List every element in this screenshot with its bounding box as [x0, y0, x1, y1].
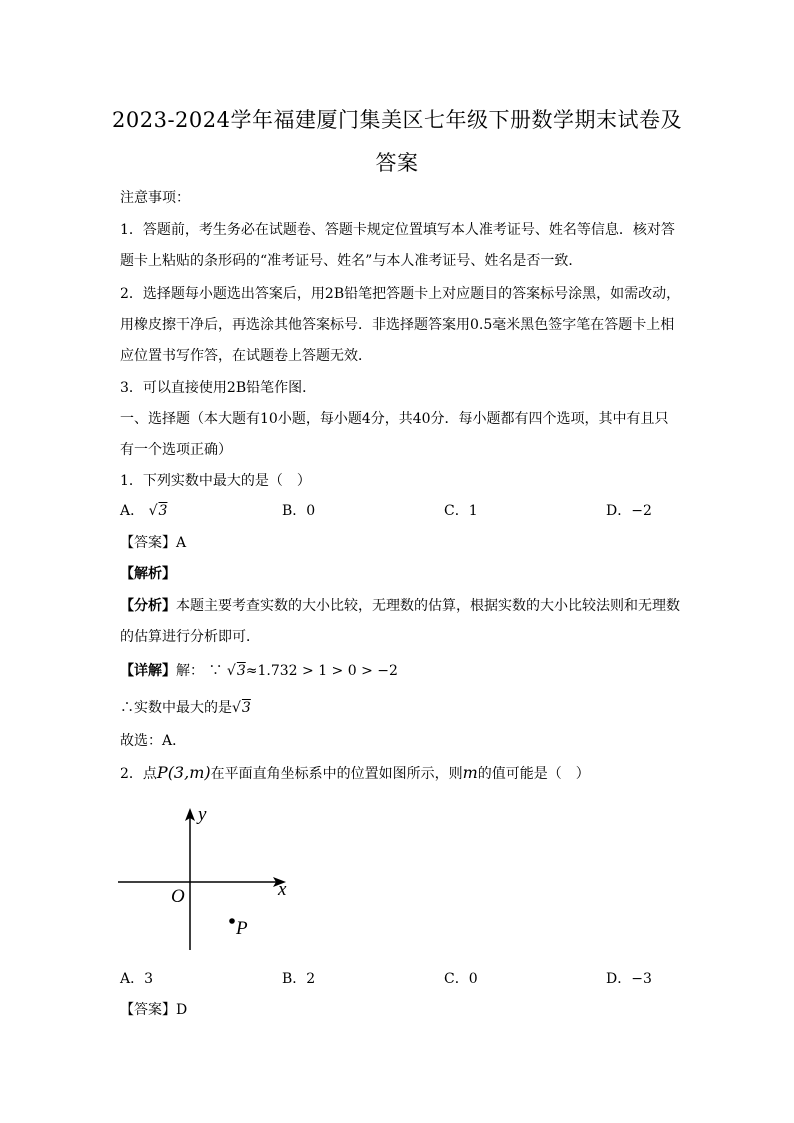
q2-stem-prefix: 2．点 [120, 766, 157, 782]
sqrt-symbol: √3 [148, 503, 168, 519]
sqrt-symbol: √3 [226, 663, 246, 679]
q1-option-a-label: A． [120, 503, 145, 519]
q2-stem-suffix: 的值可能是（ ） [477, 766, 590, 782]
q1-detail-prefix: 解： [176, 663, 204, 679]
point-p-dot [229, 918, 235, 924]
q1-analysis-line-a [120, 595, 680, 615]
q2-stem-middle: 在平面直角坐标系中的位置如图所示，则 [210, 766, 463, 782]
q1-jiexi-heading: 【解析】 [120, 566, 176, 582]
origin-label: O [171, 886, 185, 907]
q1-stem: 1．下列实数中最大的是（ ） [120, 473, 311, 489]
q2-stem [120, 763, 590, 783]
q2-variable-m: m [462, 763, 478, 782]
q2-option-a: A．3 [120, 971, 154, 987]
q2-option-d: D．−3 [606, 971, 652, 987]
q1-answer: 【答案】A [120, 535, 187, 551]
because-symbol: ∵ [208, 663, 223, 679]
q1-detail-inequality: ≈1.732 > 1 > 0 > −2 [245, 663, 398, 679]
q2-answer: 【答案】D [120, 1002, 188, 1018]
q1-conclusion-radicand: 3 [241, 700, 251, 716]
q1-option-b: B．0 [282, 503, 316, 519]
q1-detail-line [120, 660, 398, 680]
section1-heading-b: 有一个选项正确） [120, 442, 232, 458]
x-axis-label: x [278, 879, 287, 900]
q1-detail-radicand: 3 [236, 663, 246, 679]
q1-option-c: C．1 [444, 503, 478, 519]
point-p-label: P [236, 918, 248, 939]
q1-conclusion-line [120, 697, 251, 717]
q1-conclusion-text: ∴实数中最大的是 [120, 700, 232, 716]
sqrt-symbol: √3 [232, 700, 251, 716]
q1-analysis-label: 【分析】 [120, 598, 176, 614]
q2-option-b: B．2 [282, 971, 316, 987]
note-2-line-b: 用橡皮擦干净后，再选涂其他答案标号．非选择题答案用0.5毫米黑色签字笔在答题卡上相 [120, 317, 675, 333]
q2-coordinate-figure [110, 800, 310, 960]
q1-option-a-radicand: 3 [158, 503, 168, 519]
q1-option-a [120, 500, 167, 520]
q2-option-c: C．0 [444, 971, 478, 987]
q1-option-d: D．−2 [606, 503, 652, 519]
document-title-line2: 答案 [375, 151, 419, 175]
q1-detail-label: 【详解】 [120, 663, 176, 679]
note-2-line-a: 2．选择题每小题选出答案后，用2B铅笔把答题卡上对应题目的答案标号涂黑，如需改动， [120, 286, 681, 302]
q1-analysis-text-a: 本题主要考查实数的大小比较，无理数的估算，根据实数的大小比较法则和无理数 [176, 598, 680, 614]
note-1-line-a: 1．答题前，考生务必在试题卷、答题卡规定位置填写本人准考证号、姓名等信息．核对答 [120, 222, 675, 238]
document-title-line1: 2023-2024学年福建厦门集美区七年级下册数学期末试卷及 [112, 108, 682, 132]
note-2-line-c: 应位置书写作答，在试题卷上答题无效． [120, 348, 372, 364]
notes-heading: 注意事项： [120, 190, 190, 206]
q2-point-expression: P(3,m) [156, 763, 211, 782]
note-1-line-b: 题卡上粘贴的条形码的“准考证号、姓名”与本人准考证号、姓名是否一致． [120, 253, 583, 269]
section1-heading-a: 一、选择题（本大题有10小题，每小题4分，共40分．每小题都有四个选项，其中有且只 [120, 411, 669, 427]
q1-analysis-line-b: 的估算进行分析即可． [120, 629, 260, 645]
y-axis-label: y [198, 804, 207, 825]
note-3: 3．可以直接使用2B铅笔作图． [120, 380, 317, 396]
q1-choice: 故选：A． [120, 733, 187, 749]
